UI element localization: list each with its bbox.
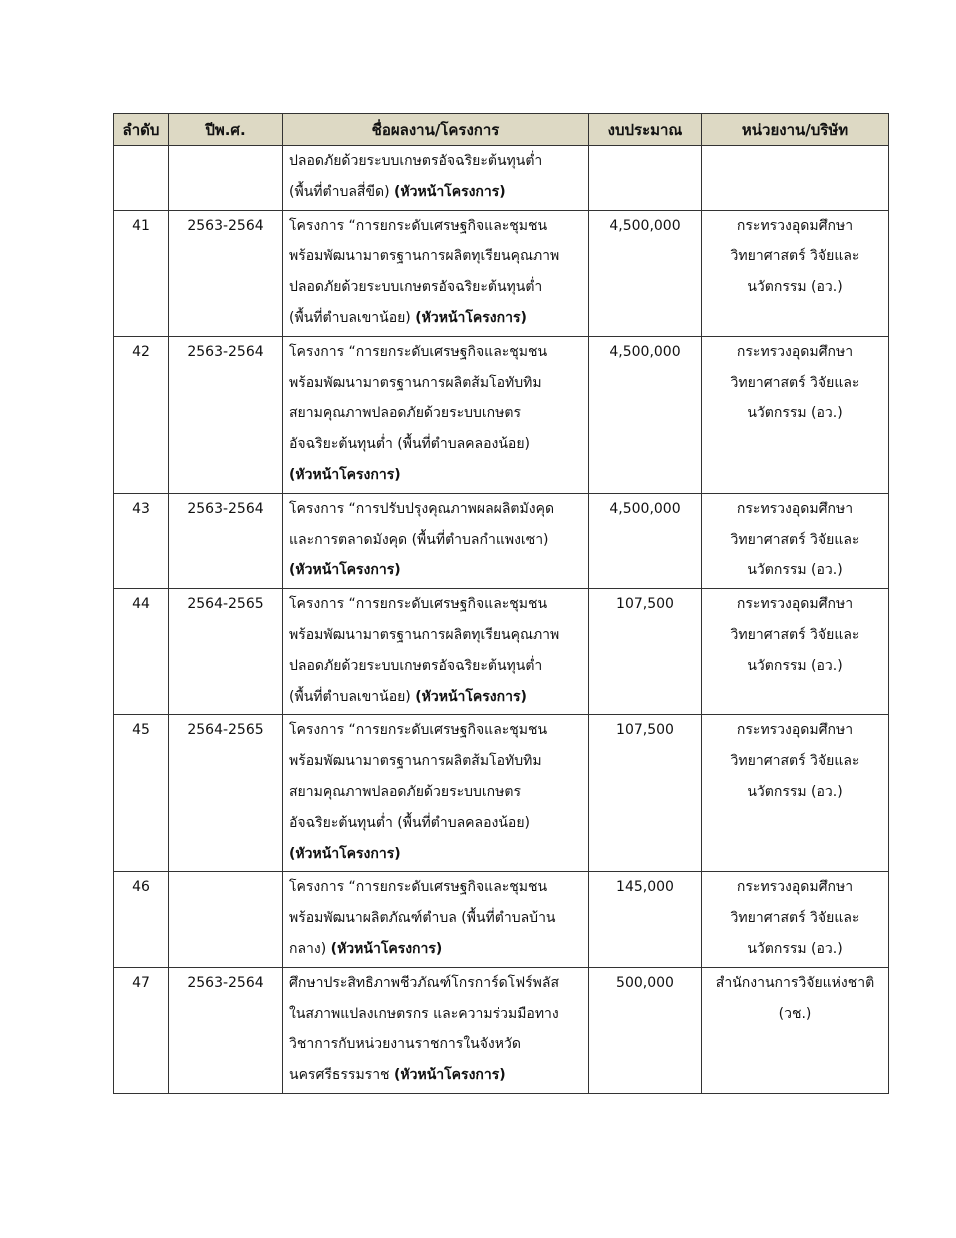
table-body <box>114 146 889 1094</box>
project-name-text: ในสภาพแปลงเกษตรกร และความร่วมมือทาง <box>289 1005 559 1022</box>
cell-agency <box>702 589 889 715</box>
cell-year <box>169 589 283 715</box>
cell-year <box>169 210 283 336</box>
agency-line: วิทยาศาสตร์ วิจัยและ <box>730 910 860 927</box>
project-name-line <box>289 525 582 556</box>
project-name-text: พร้อมพัฒนามาตรฐานการผลิตทุเรียนคุณภาพ <box>289 626 560 643</box>
project-name-text: โครงการ “การยกระดับเศรษฐกิจและชุมชน <box>289 596 548 613</box>
year-range: 2564-2565 <box>187 596 264 613</box>
header-budget: งบประมาณ <box>589 114 702 146</box>
budget-amount: 4,500,000 <box>609 217 681 234</box>
budget-amount: 4,500,000 <box>609 500 681 517</box>
order-number: 44 <box>132 596 150 613</box>
table-row <box>114 715 889 872</box>
project-name-text: กลาง) <box>289 940 327 957</box>
cell-order <box>114 967 169 1093</box>
agency-line: กระทรวงอุดมศึกษา <box>736 596 854 613</box>
project-name-line <box>289 494 582 525</box>
project-name-text: โครงการ “การยกระดับเศรษฐกิจและชุมชน <box>289 879 548 896</box>
cell-year <box>169 872 283 967</box>
agency-line: (วช.) <box>778 1005 812 1022</box>
cell-order <box>114 146 169 211</box>
cell-year <box>169 493 283 588</box>
role-label: (หัวหน้าโครงการ) <box>289 845 401 862</box>
cell-project-name <box>283 967 589 1093</box>
project-name-line <box>289 808 582 839</box>
project-name-line <box>289 682 582 713</box>
project-name-text: อัจฉริยะต้นทุนต่ำ (พื้นที่ตำบลคลองน้อย) <box>289 814 530 831</box>
budget-amount: 107,500 <box>616 596 674 613</box>
table-row <box>114 967 889 1093</box>
project-name-line <box>289 839 582 870</box>
project-name-line <box>289 651 582 682</box>
role-label: (หัวหน้าโครงการ) <box>394 1067 506 1084</box>
project-name-line <box>289 872 582 903</box>
budget-amount: 4,500,000 <box>609 343 681 360</box>
year-range: 2563-2564 <box>187 217 264 234</box>
cell-budget <box>589 336 702 493</box>
year-range: 2564-2565 <box>187 722 264 739</box>
cell-agency <box>702 336 889 493</box>
cell-project-name <box>283 872 589 967</box>
budget-amount: 500,000 <box>616 974 674 991</box>
project-name-line <box>289 177 582 208</box>
project-name-text: สยามคุณภาพปลอดภัยด้วยระบบเกษตร <box>289 405 521 422</box>
table-row <box>114 146 889 211</box>
project-name-text: ศึกษาประสิทธิภาพชีวภัณฑ์โกรการ์ดโฟร์พลัส <box>289 974 559 991</box>
project-name-text: พร้อมพัฒนามาตรฐานการผลิตทุเรียนคุณภาพ <box>289 248 560 265</box>
cell-project-name <box>283 589 589 715</box>
project-name-line <box>289 777 582 808</box>
project-name-text: สยามคุณภาพปลอดภัยด้วยระบบเกษตร <box>289 783 521 800</box>
project-name-line <box>289 620 582 651</box>
year-range: 2563-2564 <box>187 974 264 991</box>
cell-order <box>114 715 169 872</box>
cell-project-name <box>283 210 589 336</box>
project-name-line <box>289 272 582 303</box>
project-name-line <box>289 1060 582 1091</box>
order-number: 47 <box>132 974 150 991</box>
project-name-text: พร้อมพัฒนามาตรฐานการผลิตส้มโอทับทิม <box>289 753 542 770</box>
order-number: 45 <box>132 722 150 739</box>
project-name-text: ปลอดภัยด้วยระบบเกษตรอัจฉริยะต้นทุนต่ำ <box>289 279 543 296</box>
cell-project-name <box>283 493 589 588</box>
project-name-text: วิชาการกับหน่วยงานราชการในจังหวัด <box>289 1036 521 1053</box>
cell-agency <box>702 967 889 1093</box>
agency-line: วิทยาศาสตร์ วิจัยและ <box>730 531 860 548</box>
cell-budget <box>589 715 702 872</box>
order-number: 42 <box>132 343 150 360</box>
cell-budget <box>589 872 702 967</box>
cell-year <box>169 967 283 1093</box>
order-number: 46 <box>132 879 150 896</box>
cell-project-name <box>283 146 589 211</box>
project-name-text: โครงการ “การยกระดับเศรษฐกิจและชุมชน <box>289 722 548 739</box>
agency-line: นวัตกรรม (อว.) <box>747 657 843 674</box>
project-name-line <box>289 337 582 368</box>
project-name-text: พร้อมพัฒนามาตรฐานการผลิตส้มโอทับทิม <box>289 374 542 391</box>
project-table <box>113 113 889 1094</box>
cell-order <box>114 336 169 493</box>
project-name-line <box>289 241 582 272</box>
agency-line: กระทรวงอุดมศึกษา <box>736 722 854 739</box>
agency-line: นวัตกรรม (อว.) <box>747 279 843 296</box>
role-label: (หัวหน้าโครงการ) <box>330 940 443 957</box>
project-name-line <box>289 968 582 999</box>
table-row <box>114 872 889 967</box>
project-name-text: โครงการ “การยกระดับเศรษฐกิจและชุมชน <box>289 343 548 360</box>
agency-line: นวัตกรรม (อว.) <box>747 783 843 800</box>
table-row <box>114 589 889 715</box>
project-name-text: (พื้นที่ตำบลเขาน้อย) <box>289 309 411 326</box>
project-name-text: พร้อมพัฒนาผลิตภัณฑ์ตำบล (พื้นที่ตำบลบ้าน <box>289 910 556 927</box>
project-name-line <box>289 934 582 965</box>
table-row <box>114 493 889 588</box>
cell-order <box>114 872 169 967</box>
agency-line: วิทยาศาสตร์ วิจัยและ <box>730 374 860 391</box>
cell-order <box>114 493 169 588</box>
agency-line: กระทรวงอุดมศึกษา <box>736 343 854 360</box>
project-name-line <box>289 999 582 1030</box>
project-name-line <box>289 903 582 934</box>
role-label: (หัวหน้าโครงการ) <box>415 309 527 326</box>
agency-line: กระทรวงอุดมศึกษา <box>736 500 854 517</box>
budget-amount: 145,000 <box>616 879 674 896</box>
cell-budget <box>589 493 702 588</box>
year-range: 2563-2564 <box>187 500 264 517</box>
cell-project-name <box>283 715 589 872</box>
cell-budget <box>589 210 702 336</box>
header-year: ปีพ.ศ. <box>169 114 283 146</box>
agency-line: สำนักงานการวิจัยแห่งชาติ <box>715 974 875 991</box>
cell-agency <box>702 146 889 211</box>
project-name-line <box>289 746 582 777</box>
header-agency: หน่วยงาน/บริษัท <box>702 114 889 146</box>
project-name-text: นครศรีธรรมราช <box>289 1067 390 1084</box>
cell-agency <box>702 210 889 336</box>
cell-agency <box>702 872 889 967</box>
project-name-line <box>289 715 582 746</box>
table-header-row <box>114 114 889 146</box>
project-name-line <box>289 1029 582 1060</box>
cell-agency <box>702 493 889 588</box>
project-name-text: ปลอดภัยด้วยระบบเกษตรอัจฉริยะต้นทุนต่ำ <box>289 657 543 674</box>
header-project-name: ชื่อผลงาน/โครงการ <box>283 114 589 146</box>
project-name-text: และการตลาดมังคุด (พื้นที่ตำบลกำแพงเซา) <box>289 531 549 548</box>
cell-year <box>169 715 283 872</box>
budget-amount: 107,500 <box>616 722 674 739</box>
project-name-text: (พื้นที่ตำบลเขาน้อย) <box>289 688 411 705</box>
cell-budget <box>589 589 702 715</box>
cell-budget <box>589 967 702 1093</box>
project-name-line <box>289 429 582 460</box>
cell-year <box>169 336 283 493</box>
project-name-line <box>289 589 582 620</box>
project-name-line <box>289 368 582 399</box>
project-name-line <box>289 555 582 586</box>
role-label: (หัวหน้าโครงการ) <box>415 688 527 705</box>
table-row <box>114 210 889 336</box>
cell-budget <box>589 146 702 211</box>
project-name-text: อัจฉริยะต้นทุนต่ำ (พื้นที่ตำบลคลองน้อย) <box>289 436 530 453</box>
order-number: 41 <box>132 217 150 234</box>
table-row <box>114 336 889 493</box>
agency-line: กระทรวงอุดมศึกษา <box>736 879 854 896</box>
agency-line: นวัตกรรม (อว.) <box>747 562 843 579</box>
project-name-text: ปลอดภัยด้วยระบบเกษตรอัจฉริยะต้นทุนต่ำ <box>289 153 543 169</box>
agency-line: วิทยาศาสตร์ วิจัยและ <box>730 753 860 770</box>
project-name-line <box>289 460 582 491</box>
header-order: ลำดับ <box>114 114 169 146</box>
cell-order <box>114 589 169 715</box>
project-name-text: โครงการ “การปรับปรุงคุณภาพผลผลิตมังคุด <box>289 500 555 517</box>
cell-project-name <box>283 336 589 493</box>
project-name-line <box>289 398 582 429</box>
role-label: (หัวหน้าโครงการ) <box>394 183 506 200</box>
cell-agency <box>702 715 889 872</box>
role-label: (หัวหน้าโครงการ) <box>289 466 401 483</box>
project-name-line <box>289 146 582 177</box>
project-name-line <box>289 211 582 242</box>
project-name-text: โครงการ “การยกระดับเศรษฐกิจและชุมชน <box>289 217 548 234</box>
cell-year <box>169 146 283 211</box>
project-name-text: (พื้นที่ตำบลสี่ขีด) <box>289 183 390 200</box>
agency-line: วิทยาศาสตร์ วิจัยและ <box>730 626 860 643</box>
agency-line: นวัตกรรม (อว.) <box>747 940 843 957</box>
agency-line: กระทรวงอุดมศึกษา <box>736 217 854 234</box>
order-number: 43 <box>132 500 150 517</box>
agency-line: นวัตกรรม (อว.) <box>747 405 843 422</box>
role-label: (หัวหน้าโครงการ) <box>289 562 401 579</box>
cell-order <box>114 210 169 336</box>
project-name-line <box>289 303 582 334</box>
agency-line: วิทยาศาสตร์ วิจัยและ <box>730 248 860 265</box>
year-range: 2563-2564 <box>187 343 264 360</box>
